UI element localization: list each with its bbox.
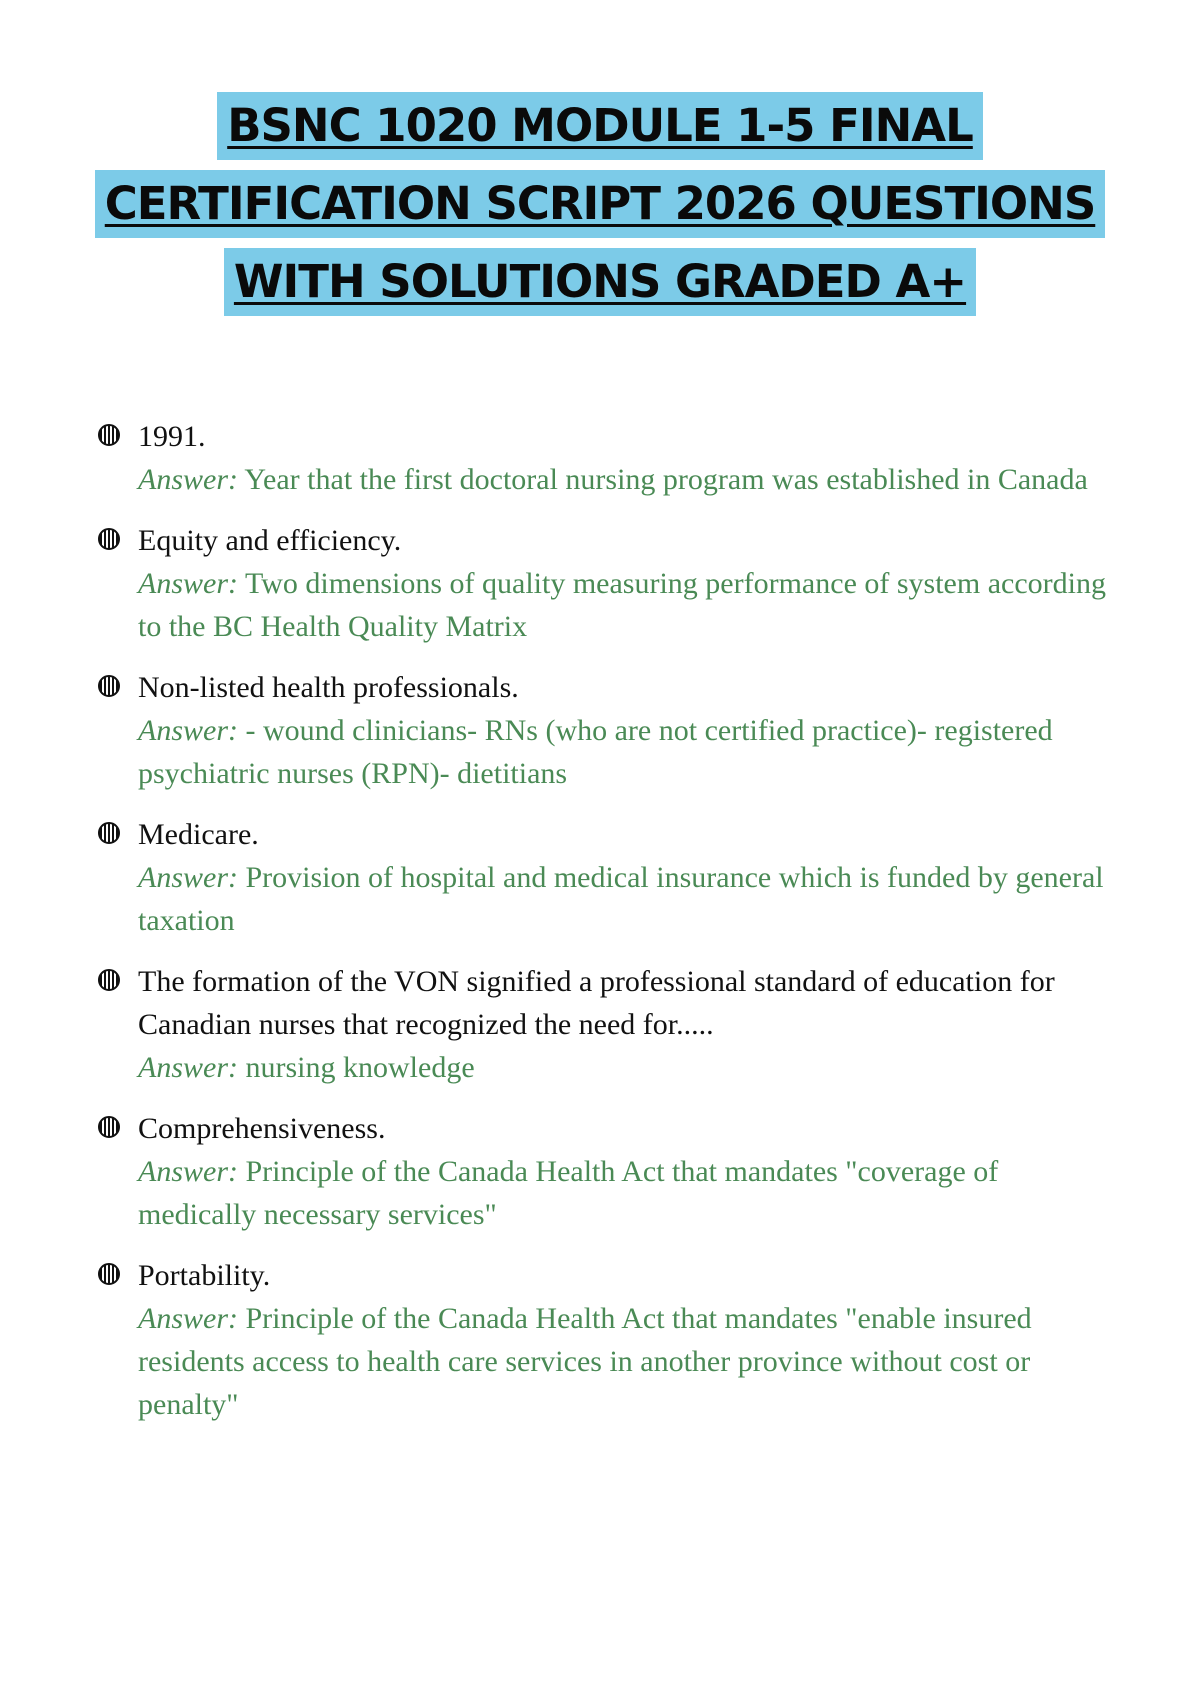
answer-label: Answer:: [138, 567, 238, 600]
answer-text: [138, 1046, 1108, 1089]
answer-text: [138, 1297, 1108, 1426]
answer-label: Answer:: [138, 1302, 238, 1335]
qa-item: [98, 1254, 1108, 1426]
answer-label: Answer:: [138, 714, 238, 747]
answer-label: Answer:: [138, 861, 238, 894]
document-title: [0, 92, 1200, 326]
answer-body: Principle of the Canada Health Act that mandates "enable insured residents access to health care services in another province without cost or penalty": [138, 1302, 1032, 1421]
title-line-2: CERTIFICATION SCRIPT 2026 QUESTIONS: [95, 170, 1106, 238]
question-text: 1991.: [138, 420, 206, 453]
answer-label: Answer:: [138, 1051, 238, 1084]
answer-label: Answer:: [138, 1155, 238, 1188]
bullet-icon: [98, 675, 120, 697]
answer-label: Answer:: [138, 463, 238, 496]
qa-item: [98, 666, 1108, 795]
bullet-icon: [98, 969, 120, 991]
answer-text: [138, 1150, 1108, 1236]
qa-item: [98, 519, 1108, 648]
answer-body: nursing knowledge: [245, 1051, 475, 1084]
qa-list: [98, 415, 1108, 1444]
qa-item: [98, 415, 1108, 501]
qa-item: [98, 813, 1108, 942]
bullet-icon: [98, 1116, 120, 1138]
question-text: The formation of the VON signified a professional standard of education for Canadian nurses that recognized the need for.....: [138, 965, 1055, 1041]
qa-item: [98, 960, 1108, 1089]
question-text: Non-listed health professionals.: [138, 671, 519, 704]
answer-body: Year that the first doctoral nursing program was established in Canada: [244, 463, 1088, 496]
answer-body: Two dimensions of quality measuring performance of system according to the BC Health Quality Matrix: [138, 567, 1106, 643]
question-text: Equity and efficiency.: [138, 524, 402, 557]
bullet-icon: [98, 528, 120, 550]
answer-text: [138, 562, 1108, 648]
title-line-1: BSNC 1020 MODULE 1-5 FINAL: [217, 92, 983, 160]
answer-body: Principle of the Canada Health Act that mandates "coverage of medically necessary services": [138, 1155, 999, 1231]
answer-body: Provision of hospital and medical insurance which is funded by general taxation: [138, 861, 1104, 937]
question-text: Portability.: [138, 1259, 271, 1292]
bullet-icon: [98, 822, 120, 844]
answer-text: [138, 856, 1108, 942]
answer-body: - wound clinicians- RNs (who are not certified practice)- registered psychiatric nurses (RPN)- dietitians: [138, 714, 1053, 790]
bullet-icon: [98, 424, 120, 446]
qa-item: [98, 1107, 1108, 1236]
title-line-3: WITH SOLUTIONS GRADED A+: [224, 248, 976, 316]
question-text: Medicare.: [138, 818, 259, 851]
answer-text: [138, 458, 1108, 501]
answer-text: [138, 709, 1108, 795]
bullet-icon: [98, 1263, 120, 1285]
question-text: Comprehensiveness.: [138, 1112, 386, 1145]
